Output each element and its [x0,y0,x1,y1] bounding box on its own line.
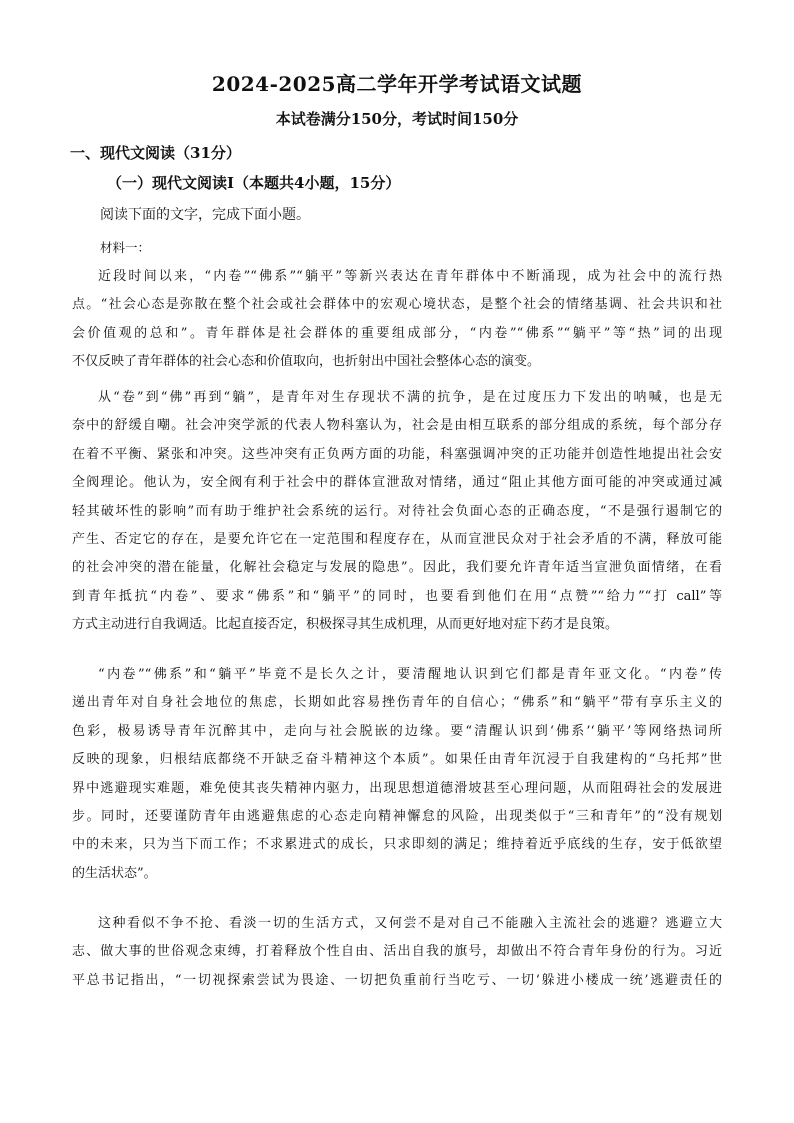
material-label: 材料一： [100,240,151,255]
text-line: 平总书记指出，“一切视探索尝试为畏途、一切把负重前行当吃亏、一切‘躲进小楼成一统’逃避责任的 [72,972,722,988]
paragraph-4 [72,910,722,995]
text-line: 会价值观的总和”。青年群体是社会群体的重要组成部分，“内卷”“佛系”“躺平”等“热”词的出现 [72,325,722,341]
text-line: 到青年抵抗“内卷”、要求“佛系”和“躺平”的同时，也要看到他们在用“点赞”“给力”“打 call”等 [72,588,722,604]
reading-instruction: 阅读下面的文字，完成下面小题。 [100,207,310,223]
text-line: 从“卷”到“佛”再到“躺”，是青年对生存现状不满的抗争，是在过度压力下发出的呐喊，也是无 [98,390,722,405]
text-line: 反映的现象，归根结底都绕不开缺乏奋斗精神这个本质”。如果任由青年沉浸于自我建构的“乌托邦”世 [72,752,722,768]
text-line: 方式主动进行自我调适。比起直接否定，积极探寻其生成机理，从而更好地对症下药才是良策。 [72,617,619,633]
text-line: 的社会冲突的潜在能量，化解社会稳定与发展的隐患”。因此，我们要允许青年适当宣泄负面情绪，在看 [72,560,722,576]
paragraph-1 [72,263,722,377]
text-line: 不仅反映了青年群体的社会心态和价值取向，也折射出中国社会整体心态的演变。 [72,354,541,370]
text-line: 点。“社会心态是弥散在整个社会或社会群体中的宏观心境状态，是整个社会的情绪基调、社会共识和社 [72,297,722,313]
text-line: 色彩，极易诱导青年沉醉其中，走向与社会脱嵌的边缘。要“清醒认识到‘佛系’‘躺平’等网络热词所 [72,723,722,739]
text-line: 全阀理论。他认为，安全阀有利于社会中的群体宣泄敌对情绪，通过“阻止其他方面可能的冲突或通过减 [72,475,722,491]
subsection-heading: （一）现代文阅读Ⅰ（本题共4小题，15分） [107,174,401,192]
exam-title: 2024-2025高二学年开学考试语文试题 [211,72,583,96]
paragraph-2 [72,384,722,640]
text-line: 界中逃避现实难题，难免使其丧失精神内驱力，出现思想道德滑坡甚至心理问题，从而阻碍社会的发展进 [72,780,722,796]
text-line: 在着不平衡、紧张和冲突。这些冲突有正负两方面的功能，科塞强调冲突的正功能并创造性地提出社会安 [72,446,722,462]
text-line: 奈中的舒缓自嘲。社会冲突学派的代表人物科塞认为，社会是由相互联系的部分组成的系统，每个部分存 [72,418,722,434]
paragraph-3 [72,661,722,888]
text-line: 步。同时，还要谨防青年由逃避焦虑的心态走向精神懈怠的风险，出现类似于“三和青年”的“没有规划 [72,809,722,825]
text-line: 递出青年对自身社会地位的焦虑，长期如此容易挫伤青年的自信心；“佛系”和“躺平”带有享乐主义的 [72,695,722,711]
exam-subtitle: 本试卷满分150分，考试时间150分 [275,110,519,128]
section-heading: 一、现代文阅读（31分） [70,144,241,162]
text-line: 近段时间以来，“内卷”“佛系”“躺平”等新兴表达在青年群体中不断涌现，成为社会中的流行热 [98,269,722,284]
text-line: 中的未来，只为当下而工作；不求累进式的成长，只求即刻的满足；维持着近乎底线的生存，安于低欲望 [72,837,722,853]
text-line: 的生活状态”。 [72,865,157,881]
text-line: 志、做大事的世俗观念束缚，打着释放个性自由、活出自我的旗号，却做出不符合青年身份的行为。习近 [72,944,722,960]
text-line: “内卷”“佛系”和“躺平”毕竟不是长久之计，要清醒地认识到它们都是青年亚文化。“内卷”传 [98,667,722,682]
text-line: 轻其破坏性的影响”而有助于维护社会系统的运行。对待社会负面心态的正确态度，“不是强行遏制它的 [72,503,722,519]
text-line: 产生、否定它的存在，是要允许它在一定范围和程度存在，从而宣泄民众对于社会矛盾的不满，释放可能 [72,532,722,548]
text-line: 这种看似不争不抢、看淡一切的生活方式，又何尝不是对自己不能融入主流社会的逃避？逃避立大 [98,916,722,931]
